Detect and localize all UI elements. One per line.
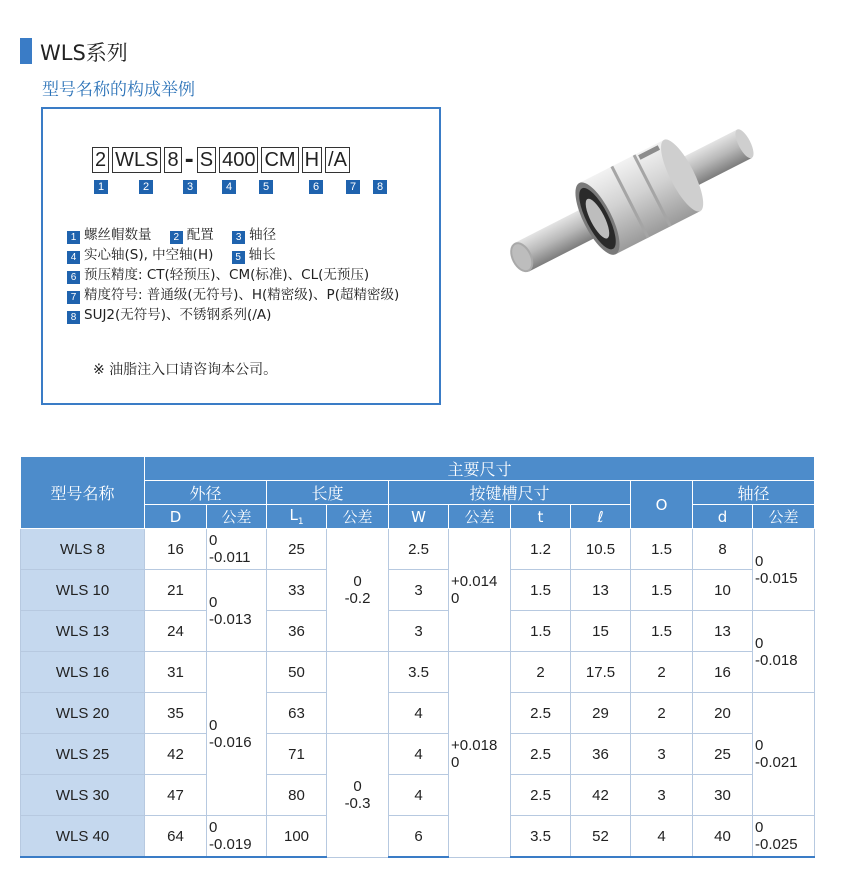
code-number-badge: 3 bbox=[183, 180, 197, 194]
code-number-badge: 2 bbox=[139, 180, 153, 194]
l-cell: 17.5 bbox=[571, 652, 631, 693]
t-cell: 1.5 bbox=[511, 611, 571, 652]
section-subtitle: 型号名称的构成举例 bbox=[42, 80, 195, 100]
model-cell: WLS 10 bbox=[21, 570, 145, 611]
d-cell: 13 bbox=[693, 611, 753, 652]
code-number-badge: 8 bbox=[373, 180, 387, 194]
d-tolerance-cell: 0 -0.025 bbox=[753, 816, 815, 858]
t-cell: 2.5 bbox=[511, 734, 571, 775]
D-tolerance-cell: 0 -0.013 bbox=[207, 570, 267, 652]
legend-line bbox=[67, 305, 399, 325]
code-number-badge: 4 bbox=[222, 180, 236, 194]
table-row bbox=[21, 652, 815, 693]
L-tolerance-cell: 0 -0.3 bbox=[327, 734, 389, 858]
d-cell: 8 bbox=[693, 529, 753, 570]
table-row bbox=[21, 775, 815, 816]
header-t: t bbox=[511, 505, 571, 529]
table-row bbox=[21, 734, 815, 775]
W-cell: 4 bbox=[389, 693, 449, 734]
legend-line bbox=[67, 285, 399, 305]
L-cell: 71 bbox=[267, 734, 327, 775]
L-cell: 36 bbox=[267, 611, 327, 652]
code-part-4: S bbox=[197, 147, 216, 173]
legend-text: 配置 bbox=[186, 227, 214, 243]
title-accent-bar bbox=[20, 38, 32, 64]
O-cell: 2 bbox=[631, 693, 693, 734]
header-tolerance: 公差 bbox=[753, 505, 815, 529]
code-part-1: 2 bbox=[92, 147, 109, 173]
model-cell: WLS 40 bbox=[21, 816, 145, 858]
model-cell: WLS 25 bbox=[21, 734, 145, 775]
model-code-box bbox=[41, 107, 441, 405]
code-dash: - bbox=[184, 147, 194, 173]
model-cell: WLS 20 bbox=[21, 693, 145, 734]
legend-line bbox=[67, 225, 399, 245]
d-cell: 20 bbox=[693, 693, 753, 734]
L-tolerance-empty bbox=[327, 652, 389, 734]
legend-text: 轴长 bbox=[248, 247, 276, 263]
D-cell: 47 bbox=[145, 775, 207, 816]
legend-badge: 5 bbox=[232, 251, 245, 264]
header-main-dimensions: 主要尺寸 bbox=[145, 457, 815, 481]
table-row bbox=[21, 816, 815, 858]
code-legend bbox=[67, 225, 399, 325]
legend-text: 实心轴(S), 中空轴(H) bbox=[84, 247, 214, 263]
header-tolerance: 公差 bbox=[327, 505, 389, 529]
model-cell: WLS 16 bbox=[21, 652, 145, 693]
legend-badge: 3 bbox=[232, 231, 245, 244]
W-cell: 4 bbox=[389, 734, 449, 775]
header-keyway: 按键槽尺寸 bbox=[389, 481, 631, 505]
L-cell: 50 bbox=[267, 652, 327, 693]
d-tolerance-cell: 0 -0.018 bbox=[753, 611, 815, 693]
header-length: 长度 bbox=[267, 481, 389, 505]
W-cell: 4 bbox=[389, 775, 449, 816]
legend-badge: 1 bbox=[67, 231, 80, 244]
D-cell: 31 bbox=[145, 652, 207, 693]
t-cell: 2 bbox=[511, 652, 571, 693]
D-cell: 64 bbox=[145, 816, 207, 858]
code-number-badge: 7 bbox=[346, 180, 360, 194]
d-cell: 40 bbox=[693, 816, 753, 858]
O-cell: 4 bbox=[631, 816, 693, 858]
L-cell: 63 bbox=[267, 693, 327, 734]
D-cell: 35 bbox=[145, 693, 207, 734]
header-o: O bbox=[631, 481, 693, 529]
L-cell: 33 bbox=[267, 570, 327, 611]
L-tolerance-cell: 0 -0.2 bbox=[327, 529, 389, 652]
ball-spline-product-image bbox=[498, 110, 770, 290]
model-cell: WLS 30 bbox=[21, 775, 145, 816]
code-part-2: WLS bbox=[112, 147, 161, 173]
D-tolerance-cell: 0 -0.011 bbox=[207, 529, 267, 570]
L-cell: 100 bbox=[267, 816, 327, 858]
legend-text: 螺丝帽数量 bbox=[84, 227, 152, 243]
model-cell: WLS 8 bbox=[21, 529, 145, 570]
code-number-row bbox=[43, 180, 439, 196]
t-cell: 2.5 bbox=[511, 693, 571, 734]
l-cell: 15 bbox=[571, 611, 631, 652]
O-cell: 1.5 bbox=[631, 611, 693, 652]
legend-text: 预压精度: CT(轻预压)、CM(标准)、CL(无预压) bbox=[84, 267, 370, 283]
model-code-example bbox=[92, 147, 353, 173]
legend-badge: 6 bbox=[67, 271, 80, 284]
code-part-5: 400 bbox=[219, 147, 258, 173]
D-cell: 42 bbox=[145, 734, 207, 775]
D-cell: 16 bbox=[145, 529, 207, 570]
l-cell: 29 bbox=[571, 693, 631, 734]
W-tolerance-cell: +0.014 0 bbox=[449, 529, 511, 652]
grease-note: ※ 油脂注入口请咨询本公司。 bbox=[93, 362, 278, 378]
legend-line bbox=[67, 265, 399, 285]
legend-badge: 7 bbox=[67, 291, 80, 304]
header-W: W bbox=[389, 505, 449, 529]
W-cell: 3 bbox=[389, 611, 449, 652]
O-cell: 1.5 bbox=[631, 570, 693, 611]
code-part-3: 8 bbox=[164, 147, 181, 173]
header-model: 型号名称 bbox=[21, 457, 145, 529]
legend-text: 轴径 bbox=[249, 227, 277, 243]
code-part-8: /A bbox=[325, 147, 350, 173]
D-tolerance-cell: 0 -0.016 bbox=[207, 652, 267, 816]
code-part-7: H bbox=[302, 147, 322, 173]
header-L1: $L_1$ bbox=[267, 505, 327, 529]
header-l: ℓ bbox=[571, 505, 631, 529]
header-D: D bbox=[145, 505, 207, 529]
d-cell: 16 bbox=[693, 652, 753, 693]
legend-text: 精度符号: 普通级(无符号)、H(精密级)、P(超精密级) bbox=[84, 287, 400, 303]
table-row bbox=[21, 693, 815, 734]
t-cell: 2.5 bbox=[511, 775, 571, 816]
legend-text: SUJ2(无符号)、不锈钢系列(/A) bbox=[84, 307, 272, 323]
W-cell: 6 bbox=[389, 816, 449, 858]
header-shaft-diameter: 轴径 bbox=[693, 481, 815, 505]
D-tolerance-cell: 0 -0.019 bbox=[207, 816, 267, 858]
d-cell: 10 bbox=[693, 570, 753, 611]
d-cell: 25 bbox=[693, 734, 753, 775]
table-row bbox=[21, 570, 815, 611]
legend-badge: 4 bbox=[67, 251, 80, 264]
l-cell: 52 bbox=[571, 816, 631, 858]
D-cell: 21 bbox=[145, 570, 207, 611]
t-cell: 1.5 bbox=[511, 570, 571, 611]
D-cell: 24 bbox=[145, 611, 207, 652]
code-number-badge: 1 bbox=[94, 180, 108, 194]
W-cell: 3.5 bbox=[389, 652, 449, 693]
header-tolerance: 公差 bbox=[449, 505, 511, 529]
O-cell: 1.5 bbox=[631, 529, 693, 570]
spec-table bbox=[20, 456, 815, 858]
O-cell: 3 bbox=[631, 775, 693, 816]
L-cell: 80 bbox=[267, 775, 327, 816]
d-cell: 30 bbox=[693, 775, 753, 816]
l-cell: 42 bbox=[571, 775, 631, 816]
header-tolerance: 公差 bbox=[207, 505, 267, 529]
d-tolerance-cell: 0 -0.015 bbox=[753, 529, 815, 611]
W-tolerance-cell: +0.018 0 bbox=[449, 652, 511, 858]
L-cell: 25 bbox=[267, 529, 327, 570]
model-cell: WLS 13 bbox=[21, 611, 145, 652]
code-number-badge: 5 bbox=[259, 180, 273, 194]
legend-badge: 2 bbox=[170, 231, 183, 244]
l-cell: 36 bbox=[571, 734, 631, 775]
table-row bbox=[21, 611, 815, 652]
code-part-6: CM bbox=[261, 147, 298, 173]
l-cell: 13 bbox=[571, 570, 631, 611]
header-d: d bbox=[693, 505, 753, 529]
page-title: WLS系列 bbox=[40, 41, 128, 65]
table-row bbox=[21, 529, 815, 570]
code-number-badge: 6 bbox=[309, 180, 323, 194]
legend-line bbox=[67, 245, 399, 265]
W-cell: 3 bbox=[389, 570, 449, 611]
t-cell: 1.2 bbox=[511, 529, 571, 570]
t-cell: 3.5 bbox=[511, 816, 571, 858]
W-cell: 2.5 bbox=[389, 529, 449, 570]
legend-badge: 8 bbox=[67, 311, 80, 324]
l-cell: 10.5 bbox=[571, 529, 631, 570]
O-cell: 2 bbox=[631, 652, 693, 693]
d-tolerance-cell: 0 -0.021 bbox=[753, 693, 815, 816]
header-outer-diameter: 外径 bbox=[145, 481, 267, 505]
O-cell: 3 bbox=[631, 734, 693, 775]
